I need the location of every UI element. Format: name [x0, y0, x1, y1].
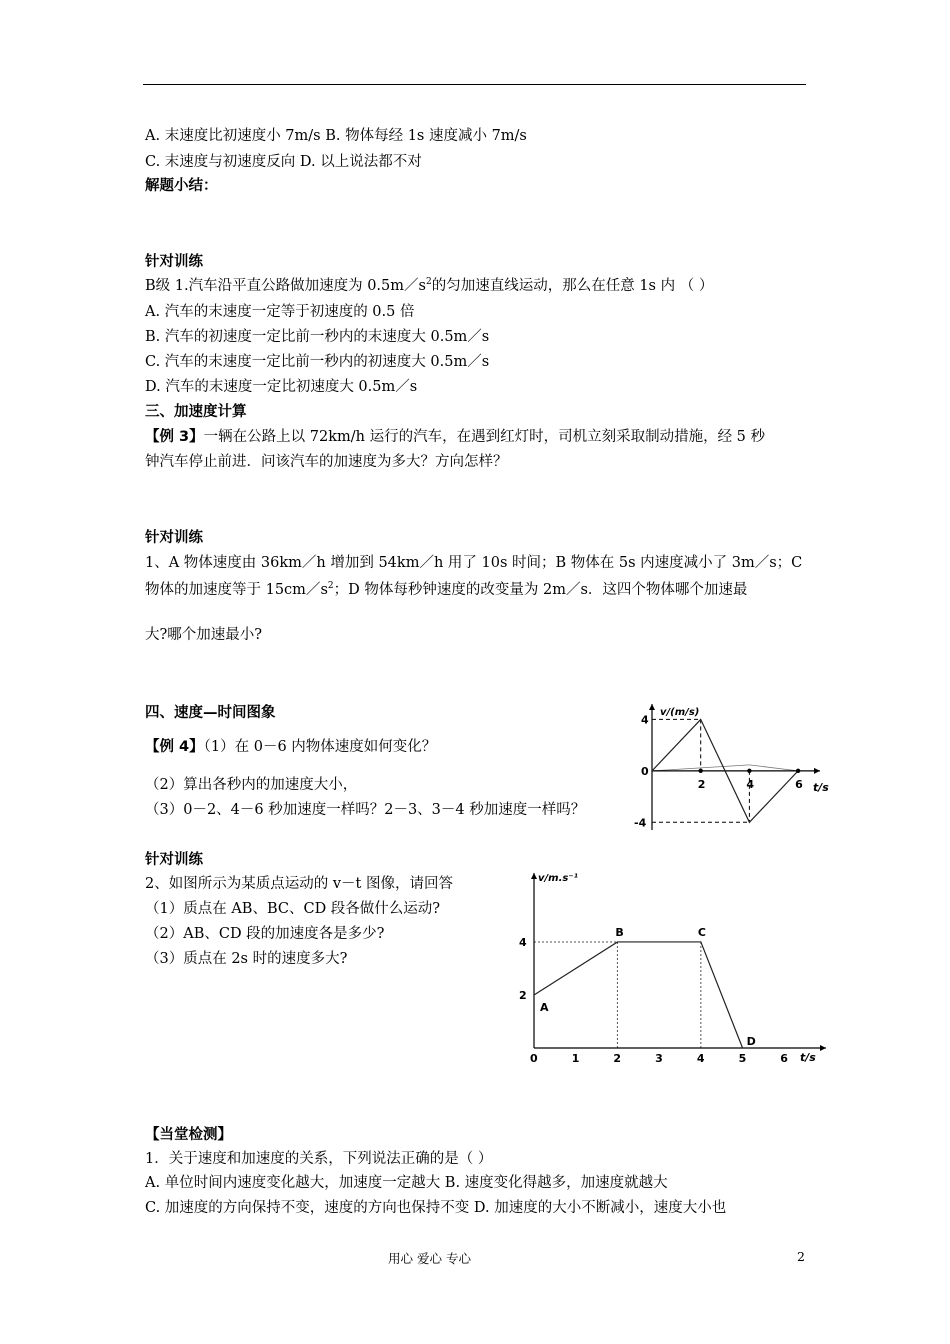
question-1 [145, 276, 713, 296]
example-4-vt-chart [630, 698, 840, 840]
y-tick-label: 4 [641, 713, 649, 727]
example-4-tag: 【例 4】 [145, 739, 204, 755]
training-2-text: 物体的加速度等于 15cm／ [145, 582, 321, 598]
training-2-line-1: 1、A 物体速度由 36km／h 增加到 54km／h 用了 10s 时间；B 物体在 5s 内速度减小了 3m／s；C [145, 555, 803, 571]
x-tick-dot [698, 769, 702, 773]
y-tick-label: 2 [519, 988, 527, 1002]
x-axis-label: t/s [800, 1051, 816, 1064]
y-axis-label: v/(m/s) [660, 707, 700, 718]
check-q1-options-ab: A. 单位时间内速度变化越大，加速度一定越大 B. 速度变化得越多，加速度就越大 [145, 1175, 668, 1191]
training-3-q3: （3）质点在 2s 时的速度多大? [145, 951, 348, 967]
section-4-heading: 四、速度—时间图象 [145, 705, 276, 721]
training-heading-2: 针对训练 [145, 530, 203, 546]
question-1-rest: 的匀加速直线运动，那么在任意 1s 内 （ ） [431, 278, 714, 294]
x-axis-arrow [814, 768, 820, 774]
training-vt-chart [510, 868, 840, 1068]
x-tick-label: 6 [780, 1052, 788, 1065]
option-line-2: C. 末速度与初速度反向 D. 以上说法都不对 [145, 154, 422, 170]
x-tick-label: 6 [795, 777, 803, 791]
x-tick-label: 4 [696, 1052, 705, 1065]
check-q1-options-cd: C. 加速度的方向保持不变，速度的方向也保持不变 D. 加速度的大小不断减小，速度大小也 [145, 1200, 727, 1216]
y-axis-arrow [649, 704, 655, 710]
sketch-line [749, 765, 798, 771]
example-3-tag: 【例 3】 [145, 429, 204, 445]
example-4-q1-text: （1）在 0－6 内物体速度如何变化？ [203, 739, 437, 755]
question-1-text: B级 1.汽车沿平直公路做加速度为 0.5m／ [145, 278, 419, 294]
question-1-option-c: C. 汽车的末速度一定比前一秒内的初速度大 0.5m／s [145, 354, 490, 370]
question-1-exponent: 2 [425, 277, 432, 288]
page-number: 2 [797, 1249, 805, 1264]
point-label: C [697, 925, 706, 939]
x-tick-label: 4 [746, 777, 755, 791]
training-3-q2: （2）AB、CD 段的加速度各是多少? [145, 926, 385, 942]
example-3-line-1 [145, 427, 765, 447]
training-3-line-1: 2、如图所示为某质点运动的 v－t 图像，请回答 [145, 876, 453, 892]
x-tick-label: 2 [613, 1052, 622, 1065]
example-4-q3: （3）0－2、4－6 秒加速度一样吗？2－3、3－4 秒加速度一样吗？ [145, 802, 586, 818]
footer-motto: 用心 爱心 专心 [388, 1251, 471, 1266]
training-2-line-2 [145, 580, 747, 600]
training-heading-3: 针对训练 [145, 852, 203, 868]
y-axis-label: v/m.s⁻¹ [538, 873, 578, 884]
question-1-option-b: B. 汽车的初速度一定比前一秒内的末速度大 0.5m／s [145, 329, 490, 345]
example-4-q2: （2）算出各秒内的加速度大小， [145, 777, 358, 793]
example-4-q1 [145, 737, 436, 757]
x-tick-label: 1 [571, 1052, 580, 1065]
check-q1: 1．关于速度和加速度的关系，下列说法正确的是（ ） [145, 1151, 493, 1167]
point-label: D [746, 1035, 756, 1048]
point-label: A [540, 1000, 549, 1014]
question-1-option-d: D. 汽车的末速度一定比初速度大 0.5m／s [145, 379, 418, 395]
training-2-rest: ；D 物体每秒钟速度的改变量为 2m／s．这四个物体哪个加速最 [333, 582, 748, 598]
training-2-exponent: 2 [327, 581, 334, 592]
x-tick-label: 5 [738, 1052, 747, 1065]
x-tick-dot [747, 769, 751, 773]
training-heading-1: 针对训练 [145, 254, 203, 270]
x-tick-label: 0 [530, 1052, 538, 1065]
training-2-unit: s [320, 582, 328, 598]
option-line-1: A. 末速度比初速度小 7m/s B. 物体每经 1s 速度减小 7m/s [145, 128, 527, 144]
x-tick-label: 2 [697, 777, 706, 791]
x-axis-arrow [820, 1045, 826, 1051]
summary-heading: 解题小结： [145, 178, 218, 194]
training-3-q1: （1）质点在 AB、BC、CD 段各做什么运动? [145, 901, 441, 917]
velocity-line [534, 942, 743, 1048]
question-1-unit: s [418, 278, 426, 294]
y-tick-label: 0 [641, 764, 649, 778]
example-3-text: 一辆在公路上以 72km/h 运行的汽车，在遇到红灯时，司机立刻采取制动措施，经 5 秒 [203, 429, 766, 445]
y-tick-label: 4 [519, 935, 527, 949]
example-3-line-2: 钟汽车停止前进．问该汽车的加速度为多大？方向怎样？ [145, 454, 508, 470]
section-3-heading: 三、加速度计算 [145, 404, 247, 420]
x-axis-label: t/s [813, 781, 829, 794]
question-1-option-a: A. 汽车的末速度一定等于初速度的 0.5 倍 [145, 304, 415, 320]
header-rule [143, 84, 806, 85]
y-axis-arrow [531, 873, 537, 879]
point-label: B [615, 925, 624, 939]
x-tick-label: 3 [655, 1052, 663, 1065]
x-tick-dot [796, 769, 800, 773]
check-heading: 【当堂检测】 [145, 1127, 232, 1143]
y-tick-label: -4 [634, 816, 647, 830]
training-2-line-3: 大?哪个加速最小? [145, 627, 263, 643]
